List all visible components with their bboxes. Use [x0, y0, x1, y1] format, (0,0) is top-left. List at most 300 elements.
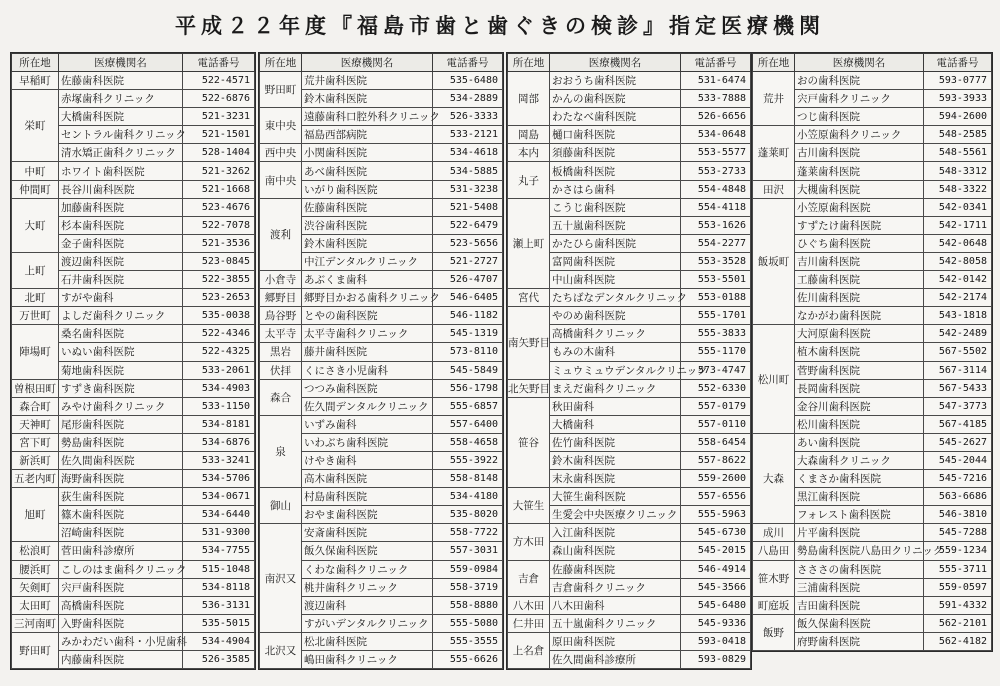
phone-cell: 555-1701 [681, 307, 751, 325]
phone-cell: 591-4332 [924, 596, 992, 614]
clinic-name-cell: あべ歯科医院 [302, 162, 433, 180]
phone-cell: 554-2277 [681, 234, 751, 252]
clinic-name-cell: 中山歯科医院 [550, 271, 681, 289]
clinic-name-cell: かんの歯科医院 [550, 90, 681, 108]
clinic-name-cell: 鈴木歯科医院 [302, 90, 433, 108]
header-location: 所在地 [12, 54, 59, 72]
phone-cell: 567-5433 [924, 379, 992, 397]
table-row [12, 307, 255, 325]
phone-cell: 567-5502 [924, 343, 992, 361]
clinic-name-cell: くわな歯科クリニック [302, 560, 433, 578]
clinic-name-cell: 渡辺歯科 [302, 596, 433, 614]
phone-cell: 593-3933 [924, 90, 992, 108]
table-row [260, 415, 503, 433]
phone-cell: 548-3322 [924, 180, 992, 198]
location-cell: 矢剣町 [12, 578, 59, 596]
clinic-name-cell: わたなべ歯科医院 [550, 108, 681, 126]
phone-cell: 559-0984 [433, 560, 503, 578]
clinic-name-cell: 黒江歯科医院 [795, 488, 924, 506]
table-row [12, 252, 255, 270]
table-row [12, 72, 255, 90]
clinic-name-cell: すがや歯科 [59, 289, 183, 307]
header-name: 医療機関名 [302, 54, 433, 72]
location-cell: 伏拝 [260, 361, 302, 379]
location-cell: 東中央 [260, 108, 302, 144]
location-cell: 仲間町 [12, 180, 59, 198]
table-row [12, 379, 255, 397]
clinic-name-cell: 佐久間歯科診療所 [550, 651, 681, 669]
table-row [260, 108, 503, 126]
phone-cell: 534-0648 [681, 126, 751, 144]
clinic-name-cell: 遠藤歯科口腔外科クリニック [302, 108, 433, 126]
phone-cell: 522-6876 [183, 90, 255, 108]
phone-cell: 543-1818 [924, 307, 992, 325]
clinic-name-cell: つじ歯科医院 [795, 108, 924, 126]
location-cell: 宮代 [508, 289, 550, 307]
table-row [508, 488, 751, 506]
phone-cell: 555-5080 [433, 614, 503, 632]
phone-cell: 533-2121 [433, 126, 503, 144]
directory-column-1 [10, 52, 256, 670]
phone-cell: 545-3566 [681, 578, 751, 596]
phone-cell: 534-4904 [183, 632, 255, 650]
clinic-name-cell: 篠木歯科医院 [59, 506, 183, 524]
table-row [260, 488, 503, 506]
location-cell: 飯野 [753, 614, 795, 650]
clinic-name-cell: 府野歯科医院 [795, 632, 924, 650]
phone-cell: 552-6330 [681, 379, 751, 397]
clinic-name-cell: さささの歯科医院 [795, 560, 924, 578]
clinic-name-cell: 石井歯科医院 [59, 271, 183, 289]
phone-cell: 542-0142 [924, 271, 992, 289]
table-row [508, 162, 751, 180]
phone-cell: 545-5849 [433, 361, 503, 379]
clinic-name-cell: 吉川歯科医院 [795, 252, 924, 270]
clinic-name-cell: 金子歯科医院 [59, 234, 183, 252]
clinic-name-cell: つつみ歯科医院 [302, 379, 433, 397]
location-cell: 早稲町 [12, 72, 59, 90]
phone-cell: 535-8020 [433, 506, 503, 524]
location-cell: 飯坂町 [753, 198, 795, 325]
phone-cell: 546-4914 [681, 560, 751, 578]
phone-cell: 542-0648 [924, 234, 992, 252]
clinic-name-cell: 三浦歯科医院 [795, 578, 924, 596]
table-row [753, 325, 992, 343]
phone-cell: 534-7755 [183, 542, 255, 560]
clinic-name-cell: ミュウミュウデンタルクリニック [550, 361, 681, 379]
phone-cell: 545-2627 [924, 433, 992, 451]
table-row [12, 180, 255, 198]
phone-cell: 548-2585 [924, 126, 992, 144]
clinic-name-cell: いぬい歯科医院 [59, 343, 183, 361]
clinic-name-cell: 渡辺歯科医院 [59, 252, 183, 270]
table-row [12, 162, 255, 180]
clinic-name-cell: すがいデンタルクリニック [302, 614, 433, 632]
location-cell: 野田町 [12, 632, 59, 668]
clinic-name-cell: まえだ歯科クリニック [550, 379, 681, 397]
phone-cell: 555-3833 [681, 325, 751, 343]
table-row [753, 542, 992, 560]
phone-cell: 562-2101 [924, 614, 992, 632]
phone-cell: 553-5577 [681, 144, 751, 162]
location-cell: 町庭坂 [753, 596, 795, 614]
clinic-name-cell: 藤井歯科医院 [302, 343, 433, 361]
clinic-name-cell: 菊地歯科医院 [59, 361, 183, 379]
location-cell: 三河南町 [12, 614, 59, 632]
location-cell: 南中央 [260, 162, 302, 198]
clinic-name-cell: 入野歯科医院 [59, 614, 183, 632]
phone-cell: 523-2653 [183, 289, 255, 307]
clinic-name-cell: 郷野目かおる歯科クリニック [302, 289, 433, 307]
table-row [12, 325, 255, 343]
phone-cell: 535-0038 [183, 307, 255, 325]
location-cell: 中町 [12, 162, 59, 180]
location-cell: 腰浜町 [12, 560, 59, 578]
phone-cell: 573-8110 [433, 343, 503, 361]
clinic-name-cell: 荒井歯科医院 [302, 72, 433, 90]
phone-cell: 594-2600 [924, 108, 992, 126]
phone-cell: 534-8181 [183, 415, 255, 433]
location-cell: 宮下町 [12, 433, 59, 451]
table-row [260, 343, 503, 361]
phone-cell: 522-4346 [183, 325, 255, 343]
phone-cell: 521-2727 [433, 252, 503, 270]
location-cell: 栄町 [12, 90, 59, 162]
table-row [260, 72, 503, 90]
table-row [508, 560, 751, 578]
table-row [260, 632, 503, 650]
phone-cell: 515-1048 [183, 560, 255, 578]
phone-cell: 545-2015 [681, 542, 751, 560]
table-row [12, 451, 255, 469]
phone-cell: 534-6876 [183, 433, 255, 451]
location-cell: 上名倉 [508, 632, 550, 668]
phone-cell: 545-6480 [681, 596, 751, 614]
clinic-name-cell: おおうち歯科医院 [550, 72, 681, 90]
location-cell: 丸子 [508, 162, 550, 198]
clinic-name-cell: 加藤歯科医院 [59, 198, 183, 216]
clinic-name-cell: セントラル歯科クリニック [59, 126, 183, 144]
phone-cell: 555-3922 [433, 451, 503, 469]
phone-cell: 542-2174 [924, 289, 992, 307]
phone-cell: 533-7888 [681, 90, 751, 108]
phone-cell: 548-5561 [924, 144, 992, 162]
location-cell: 南矢野目 [508, 307, 550, 379]
table-row [12, 614, 255, 632]
table-row [508, 289, 751, 307]
clinic-name-cell: 勢島歯科医院八島田クリニック [795, 542, 924, 560]
phone-cell: 546-1182 [433, 307, 503, 325]
phone-cell: 521-1501 [183, 126, 255, 144]
header-location: 所在地 [508, 54, 550, 72]
location-cell: 黒岩 [260, 343, 302, 361]
phone-cell: 545-7288 [924, 524, 992, 542]
phone-cell: 534-4180 [433, 488, 503, 506]
clinic-name-cell: ホワイト歯科医院 [59, 162, 183, 180]
clinic-name-cell: 飯久保歯科医院 [302, 542, 433, 560]
phone-cell: 521-1668 [183, 180, 255, 198]
table-row [260, 524, 503, 542]
table-row [508, 614, 751, 632]
table-row [12, 488, 255, 506]
table-row [260, 379, 503, 397]
phone-cell: 548-3312 [924, 162, 992, 180]
clinic-name-cell: 荻生歯科医院 [59, 488, 183, 506]
header-location: 所在地 [260, 54, 302, 72]
clinic-name-cell: 原田歯科医院 [550, 632, 681, 650]
location-cell: 南沢又 [260, 524, 302, 633]
phone-cell: 562-4182 [924, 632, 992, 650]
clinic-name-cell: 工藤歯科医院 [795, 271, 924, 289]
location-cell: 笹木野 [753, 560, 795, 596]
phone-cell: 559-1234 [924, 542, 992, 560]
phone-cell: 553-1626 [681, 216, 751, 234]
phone-cell: 593-0777 [924, 72, 992, 90]
clinic-name-cell: 片平歯科医院 [795, 524, 924, 542]
location-cell: 西中央 [260, 144, 302, 162]
phone-cell: 534-4618 [433, 144, 503, 162]
table-row [12, 542, 255, 560]
phone-cell: 521-3231 [183, 108, 255, 126]
header-phone: 電話番号 [183, 54, 255, 72]
clinic-name-cell: 鈴木歯科医院 [302, 234, 433, 252]
phone-cell: 555-3711 [924, 560, 992, 578]
directory-column-4 [751, 52, 993, 652]
page-title: 平成２２年度『福島市歯と歯ぐきの検診』指定医療機関 [175, 14, 825, 38]
phone-cell: 557-3031 [433, 542, 503, 560]
location-cell: 仁井田 [508, 614, 550, 632]
directory-column-2 [258, 52, 504, 670]
table-row [508, 596, 751, 614]
phone-cell: 557-0110 [681, 415, 751, 433]
phone-cell: 542-0341 [924, 198, 992, 216]
table-row [753, 596, 992, 614]
header-name: 医療機関名 [795, 54, 924, 72]
table-row [12, 470, 255, 488]
phone-cell: 521-3262 [183, 162, 255, 180]
clinic-name-cell: 尾形歯科医院 [59, 415, 183, 433]
table-row [12, 198, 255, 216]
location-cell: 万世町 [12, 307, 59, 325]
clinic-name-cell: すずき歯科医院 [59, 379, 183, 397]
location-cell: 旭町 [12, 488, 59, 542]
phone-cell: 521-3536 [183, 234, 255, 252]
table-row [753, 614, 992, 632]
location-cell: 北沢又 [260, 632, 302, 668]
clinic-name-cell: とやの歯科医院 [302, 307, 433, 325]
phone-cell: 557-0179 [681, 397, 751, 415]
location-cell: 森合町 [12, 397, 59, 415]
clinic-name-cell: みやけ歯科クリニック [59, 397, 183, 415]
clinic-name-cell: ひぐち歯科医院 [795, 234, 924, 252]
clinic-name-cell: 長谷川歯科医院 [59, 180, 183, 198]
phone-cell: 521-5408 [433, 198, 503, 216]
header-name: 医療機関名 [59, 54, 183, 72]
location-cell: 吉倉 [508, 560, 550, 596]
clinic-name-cell: 五十嵐歯科医院 [550, 216, 681, 234]
phone-cell: 545-1319 [433, 325, 503, 343]
clinic-name-cell: 大河原歯科医院 [795, 325, 924, 343]
table-row [260, 271, 503, 289]
phone-cell: 534-5885 [433, 162, 503, 180]
clinic-name-cell: 渋谷歯科医院 [302, 216, 433, 234]
clinic-name-cell: 大橋歯科 [550, 415, 681, 433]
table-row [508, 632, 751, 650]
table-row [753, 524, 992, 542]
phone-cell: 531-3238 [433, 180, 503, 198]
phone-cell: 523-0845 [183, 252, 255, 270]
location-cell: 曽根田町 [12, 379, 59, 397]
clinic-name-cell: 嶋田歯科クリニック [302, 651, 433, 669]
table-row [508, 198, 751, 216]
phone-cell: 558-3719 [433, 578, 503, 596]
phone-cell: 567-4185 [924, 415, 992, 433]
table-row [12, 578, 255, 596]
clinic-name-cell: 秋田歯科 [550, 397, 681, 415]
clinic-name-cell: おやま歯科医院 [302, 506, 433, 524]
table-row [260, 325, 503, 343]
clinic-name-cell: いがり歯科医院 [302, 180, 433, 198]
phone-cell: 557-6400 [433, 415, 503, 433]
location-cell: 陣場町 [12, 325, 59, 379]
clinic-name-cell: くにさき小児歯科 [302, 361, 433, 379]
location-cell: 北矢野目 [508, 379, 550, 397]
location-cell: 野田町 [260, 72, 302, 108]
phone-cell: 547-3773 [924, 397, 992, 415]
clinic-name-cell: 佐久間デンタルクリニック [302, 397, 433, 415]
phone-cell: 573-4747 [681, 361, 751, 379]
clinic-name-cell: よしだ歯科クリニック [59, 307, 183, 325]
clinic-name-cell: 杉本歯科医院 [59, 216, 183, 234]
location-cell: 鳥谷野 [260, 307, 302, 325]
clinic-name-cell: 八木田歯科 [550, 596, 681, 614]
clinic-name-cell: 宍戸歯科医院 [59, 578, 183, 596]
table-row [753, 72, 992, 90]
location-cell: 大森 [753, 433, 795, 523]
table-row [508, 524, 751, 542]
phone-cell: 555-6857 [433, 397, 503, 415]
clinic-name-cell: 樋口歯科医院 [550, 126, 681, 144]
clinic-name-cell: あい歯科医院 [795, 433, 924, 451]
clinic-name-cell: 末永歯科医院 [550, 470, 681, 488]
location-cell: 泉 [260, 415, 302, 487]
clinic-name-cell: 佐藤歯科医院 [550, 560, 681, 578]
clinic-name-cell: おの歯科医院 [795, 72, 924, 90]
clinic-name-cell: こうじ歯科医院 [550, 198, 681, 216]
clinic-name-cell: 佐川歯科医院 [795, 289, 924, 307]
location-cell: 荒井 [753, 72, 795, 126]
clinic-name-cell: 安斎歯科医院 [302, 524, 433, 542]
clinic-name-cell: 五十嵐歯科クリニック [550, 614, 681, 632]
clinic-name-cell: 金谷川歯科医院 [795, 397, 924, 415]
clinic-name-cell: 佐竹歯科医院 [550, 433, 681, 451]
clinic-name-cell: 村島歯科医院 [302, 488, 433, 506]
phone-cell: 554-4848 [681, 180, 751, 198]
clinic-name-cell: かさはら歯科 [550, 180, 681, 198]
phone-cell: 554-4118 [681, 198, 751, 216]
phone-cell: 558-8148 [433, 470, 503, 488]
phone-cell: 558-4658 [433, 433, 503, 451]
location-cell: 大笹生 [508, 488, 550, 524]
clinic-name-cell: 吉倉歯科クリニック [550, 578, 681, 596]
phone-cell: 522-4325 [183, 343, 255, 361]
table-row [260, 162, 503, 180]
phone-cell: 593-0829 [681, 651, 751, 669]
directory-column-3 [506, 52, 752, 670]
table-row [753, 198, 992, 216]
location-cell: 蓬莱町 [753, 126, 795, 180]
table-row [12, 415, 255, 433]
location-cell: 天神町 [12, 415, 59, 433]
phone-cell: 535-6480 [433, 72, 503, 90]
table-row [508, 144, 751, 162]
phone-cell: 542-1711 [924, 216, 992, 234]
location-cell: 八島田 [753, 542, 795, 560]
clinic-name-cell: 吉田歯科医院 [795, 596, 924, 614]
clinic-name-cell: 佐久間歯科医院 [59, 451, 183, 469]
phone-cell: 545-2044 [924, 451, 992, 469]
location-cell: 郷野目 [260, 289, 302, 307]
clinic-name-cell: 宍戸歯科クリニック [795, 90, 924, 108]
phone-cell: 542-2489 [924, 325, 992, 343]
clinic-name-cell: 高橋歯科医院 [59, 596, 183, 614]
phone-cell: 559-0597 [924, 578, 992, 596]
phone-cell: 545-9336 [681, 614, 751, 632]
phone-cell: 557-8622 [681, 451, 751, 469]
clinic-name-cell: かたひら歯科医院 [550, 234, 681, 252]
clinic-name-cell: 長岡歯科医院 [795, 379, 924, 397]
location-cell: 本内 [508, 144, 550, 162]
phone-cell: 535-5015 [183, 614, 255, 632]
phone-cell: 522-6479 [433, 216, 503, 234]
clinic-name-cell: 大橋歯科医院 [59, 108, 183, 126]
table-row [753, 126, 992, 144]
phone-cell: 531-9300 [183, 524, 255, 542]
clinic-name-cell: 大笹生歯科医院 [550, 488, 681, 506]
location-cell: 田沢 [753, 180, 795, 198]
clinic-name-cell: フォレスト歯科医院 [795, 506, 924, 524]
phone-cell: 534-6440 [183, 506, 255, 524]
table-row [508, 126, 751, 144]
clinic-name-cell: 松川歯科医院 [795, 415, 924, 433]
phone-cell: 528-1404 [183, 144, 255, 162]
clinic-name-cell: 森山歯科医院 [550, 542, 681, 560]
phone-cell: 558-6454 [681, 433, 751, 451]
phone-cell: 545-7216 [924, 470, 992, 488]
phone-cell: 546-6405 [433, 289, 503, 307]
phone-cell: 533-1150 [183, 397, 255, 415]
location-cell: 太田町 [12, 596, 59, 614]
clinic-name-cell: 飯久保歯科医院 [795, 614, 924, 632]
table-row [508, 307, 751, 325]
phone-cell: 534-4903 [183, 379, 255, 397]
phone-cell: 553-0188 [681, 289, 751, 307]
phone-cell: 563-6686 [924, 488, 992, 506]
clinic-name-cell: 太平寺歯科クリニック [302, 325, 433, 343]
phone-cell: 553-5501 [681, 271, 751, 289]
location-cell: 笹谷 [508, 397, 550, 487]
clinic-name-cell: やのめ歯科医院 [550, 307, 681, 325]
clinic-name-cell: くまさか歯科医院 [795, 470, 924, 488]
phone-cell: 531-6474 [681, 72, 751, 90]
location-cell: 松川町 [753, 325, 795, 434]
clinic-name-cell: 桑名歯科医院 [59, 325, 183, 343]
clinic-name-cell: 桃井歯科クリニック [302, 578, 433, 596]
clinic-name-cell: 小笠原歯科クリニック [795, 126, 924, 144]
table-row [12, 289, 255, 307]
header-phone: 電話番号 [433, 54, 503, 72]
header-phone: 電話番号 [681, 54, 751, 72]
